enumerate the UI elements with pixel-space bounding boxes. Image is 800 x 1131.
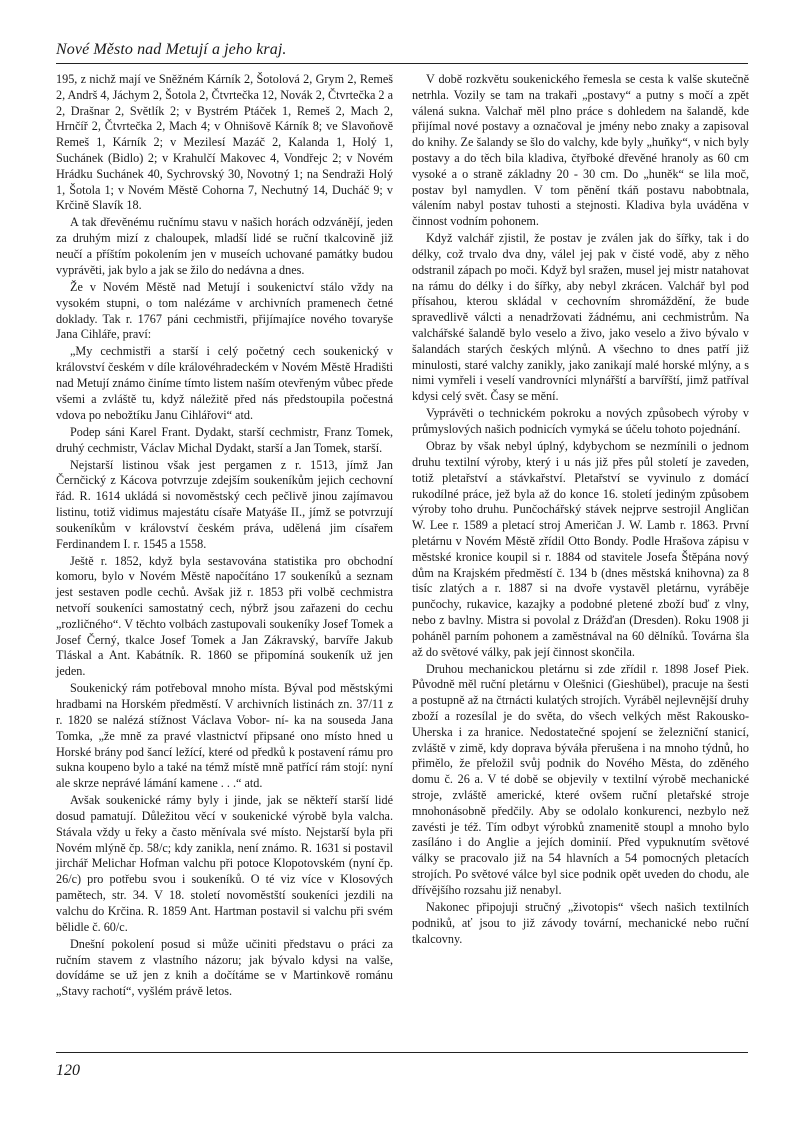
quote-paragraph: „My cechmistři a starší i celý početný cech soukenický v království českém v díle královéhradeckém v Novém Městě Hradišti nad Metují známo činíme tímto listem naším otevřeným vůbec přede všemi a zvláště tu, když náležitě před nás předstoupila počestná vdova po nebožtíku Janu Cihlářovi“ atd. bbox=[56, 344, 393, 422]
paragraph-14: Obraz by však nebyl úplný, kdybychom se nezmínili o jednom druhu textilní výroby, který i u nás již přes půl století je zaveden, totiž pletařství a stávkařství. Pletařství se vyvinulo z domácí rukodílné práce, jež byla až do konce 16. století jediným způsobem výroby toho druhu. Punčochářský stávek nejprve sestrojil Angličan W. Lee r. 1589 a pletací stroj Američan J. W. Lamb r. 1863. První pletárnu v Novém Městě zřídil Otto Bondy. Podle Hrašova zápisu v městské kronice koupil si r. 1884 od stavitele Josefa Štěpána nový dům na Krajském předměstí č. 134 b (dnes městská knihovna) za 8 tisíc zlatých a r. 1887 si na dvoře vystavěl pletárnu, vyráběje punčochy, rukavice, kazajky a podobné pletené zboží buď z vlny, nebo z bavlny. Mistra si povolal z Drážďan (Dresden). Roku 1908 ji poháněl parním pohonem a zaměstnával na 60 dělníků. Továrna šla až do světové války, pak její činnost skončila. bbox=[412, 439, 749, 659]
header-title: Nové Město nad Metují a jeho kraj. bbox=[56, 41, 287, 58]
paragraph-12: Když valchář zjistil, že postav je zválen jak do šířky, tak i do délky, což trvalo dva dny, válel jej pak v čisté vodě, aby z něho odstranil zápach po moči. Když byl sražen, musel jej mistr natahovat na rámu do délky i do šířky, aby nebyl zkrácen. Valchář byl pod přísahou, kterou skládal v cechovním shromáždění, že bude spravedlivě válcti a nenadržovati žádnému, ani cechmistrům. Na valchářské šalandě bylo veselo a živo, jako veselo a živo bývalo v šalandách starých českých mlýnů. A všechno to dnes patří již minulosti, staré valchy zanikly, jako zanikají malé horské mlýny, a s nimi vymřeli i veselí vandrovníci mlynářští a barvířští, jimž patříval kdysi celý svět. Časy se mění. bbox=[412, 231, 749, 404]
paragraph-3: Že v Novém Městě nad Metují i soukenictví stálo vždy na vysokém stupni, o tom nalézáme v archivních pramenech četné doklady. Tak r. 1767 páni cechmistři, přijímajíce nového tovaryše Jana Cihláře, praví: bbox=[56, 279, 393, 342]
paragraph-9: Avšak soukenické rámy byly i jinde, jak se někteří starší lidé dosud pamatují. Důležitou věcí v soukenické výrobě byla valcha. Stávala vždy u řeky a často měnívala své místo. Nejstarší byla při Novém mlýně čp. 58/c; kdy zanikla, není známo. R. 1631 si postavil jirchář Melichar Hofman valchu při potoce Klopotovském (nyní čp. 26/c) pro potřebu svou i soukeníků. O té viz více v Klosových pamětech, str. 34. V 18. století novoměstští soukeníci jezdili na valchu do Krčina. R. 1859 Ant. Hartman postavil si valchu při svém bělidle č. 60/c. bbox=[56, 793, 393, 934]
paragraph-15: Druhou mechanickou pletárnu si zde zřídil r. 1898 Josef Piek. Původně měl ruční pletárnu v Olešnici (Gieshübel), pracuje na šesti a postupně až na čtrnácti kulatých strojích. Vyráběl nejlevnější druhy zboží a rozesílal je do světa, do všech velkých měst Rakousko-Uherska i za hranice. Nedostatečné spojení se železniční stanicí, zvláště v zimě, kdy doprava býváła přerušena i na mnoho týdnů, ho přimělo, že přeložil svůj podnik do Nového Města, do zděného domu č. 26 a. V té době se objevily v textilní výrobě mechanické stroje, zvláště americké, které ovšem ruční pletařské stroje mnohonásobně předčily. Aby se odolalo konkurenci, nezbylo než zavésti je též. Tím odbyt výrobků znamenitě stoupl a mnoho bylo zasíláno i do Anglie a jejích dominií. Před vypuknutím světové války se pracovalo již na 54 hlavních a 54 pomocných pletacích strojích. Po světové válce byl sice podnik opět uveden do chodu, ale dřívějšího rozsahu již nenabyl. bbox=[412, 661, 749, 897]
footer-rule bbox=[56, 1052, 748, 1053]
paragraph-7: Ještě r. 1852, když byla sestavována statistika pro obchodní komoru, bylo v Novém Městě napočítáno 17 soukeníků a seznam jest sestaven podle cechů. Avšak již r. 1853 při volbě cechmistra netvoří soukeníci samostatný cech, nýbrž jsou zařazeni do cechu „rozličného“. V těchto volbách zastupovali soukeníky Josef Tomek a Josef Černý, tkalce Josef Tomek a Jan Zákravský, barvíře Jakub Tláskal a Ant. Kabátník. R. 1860 se připomíná soukeník už jen jeden. bbox=[56, 553, 393, 679]
paragraph-1: 195, z nichž mají ve Sněžném Kárník 2, Šotolová 2, Grym 2, Remeš 2, Andrš 4, Jáchym 2, Šotola 2, Čtvrtečka 12, Novák 2, Čtvrtečka 2 a 2, Drašnar 2, Světlík 2; v Bystrém Ptáček 1, Remeš 2, Mach 2, Hrnčíř 2, Čtvrtečka 2, Mach 4; v Ohnišově Kárník 8; ve Slavoňově Remeš 1, Kárník 2; v Mezilesí Mazáč 2, Kalanda 1, Holý 1, Suchánek (Bidlo) 2; v Krahulčí Makovec 4, Vondřejc 2; v Novém Hrádku Suchánek 40, Sychrovský 30, Novotný 1; na Sendraži Holý 1, Šotola 1; v Novém Městě Cohorna 7, Nechutný 14, Ducháč 9; v Krčině Slavík 18. bbox=[56, 72, 393, 213]
paragraph-11: V době rozkvětu soukenického řemesla se cesta k valše skutečně netrhla. Vozily se tam na trakaři „postavy“ a putny s močí a zpět válená sukna. Valchař měl plno práce s dohledem na šalandě, kde přijímal nové postavy a označoval je jmény nebo znaky a zapisoval do knihy. Ze šalandy se šlo do valchy, kde byly „huňky“, v nich byly postavy a do těch bila kladiva, čtyřboké dřevěné hranoly as 60 cm vysoké a o straně základny 20 - 30 cm. Do „huněk“ se lila moč, postav byl namydlen. V tom pěnění tkáň postavu nabobtnala, válením nabyl postav tuhosti a stejnosti. Kladiva byla uváděna v činnost vodním pohonem. bbox=[412, 72, 749, 229]
running-header bbox=[56, 40, 748, 60]
paragraph-2: A tak dřevěnému ručnímu stavu v našich horách odzvánějí, jeden za druhým mizí z chaloupek, mladší lidé se ruční tkalcovině již neučí a příštím pokolením jen v museích uchované památky budou vyprávěti, jak bylo a jak se žilo do nedávna a dnes. bbox=[56, 215, 393, 277]
paragraph-8: Soukenický rám potřeboval mnoho místa. Býval pod městskými hradbami na Horském předměstí. V archivních listinách zn. 37/11 z r. 1820 se nalézá stížnost Václava Vobor- ní- ka na souseda Jana Tomka, „že mně za pravé vlastnictví připsané ono místo hned u Horské brány pod šancí ležící, které od předků k postavení rámu pro sukna koupeno bylo a také na témž místě mně patřící rám stojí: nyní ale skrze neprávé lámání kamene . . .“ atd. bbox=[56, 681, 393, 791]
page-number: 120 bbox=[56, 1062, 80, 1079]
paragraph-6: Nejstarší listinou však jest pergamen z r. 1513, jímž Jan Černčický z Kácova potvrzuje zdejším soukeníkům jejich cechovní řád. R. 1614 ukládá si novoměstský cech pečlivě jinou zajímavou listinu, totiž vidimus majestátu císaře Matyáše II., jímž se potvrzují soukeníkům v království českém práva, udělená jim císařem Ferdinandem I. r. 1545 a 1558. bbox=[56, 457, 393, 551]
paragraph-10: Dnešní pokolení posud si může učiniti představu o práci za ručním stavem z vlastního názoru; jak bývalo kdysi na valše, dovídáme se už jen z knih a dočítáme se v Martinkově románu „Stavy rachotí“, vyšlém právě letos. bbox=[56, 936, 393, 999]
paragraph-16: Nakonec připojuji stručný „životopis“ všech našich textilních podniků, ať jsou to již závody tovární, mechanické nebo ruční tkalcovny. bbox=[412, 899, 749, 946]
right-column bbox=[412, 72, 749, 949]
paragraph-5: Podep sáni Karel Frant. Dydakt, starší cechmistr, Franz Tomek, druhý cechmistr, Václav Michal Dydakt, starší a Jan Tomek, starší. bbox=[56, 424, 393, 455]
paragraph-13: Vyprávěti o technickém pokroku a nových způsobech výroby v průmyslových našich podnicích vymyká se účelu tohoto pojednání. bbox=[412, 406, 749, 437]
left-column bbox=[56, 72, 393, 1001]
header-rule bbox=[56, 63, 748, 64]
